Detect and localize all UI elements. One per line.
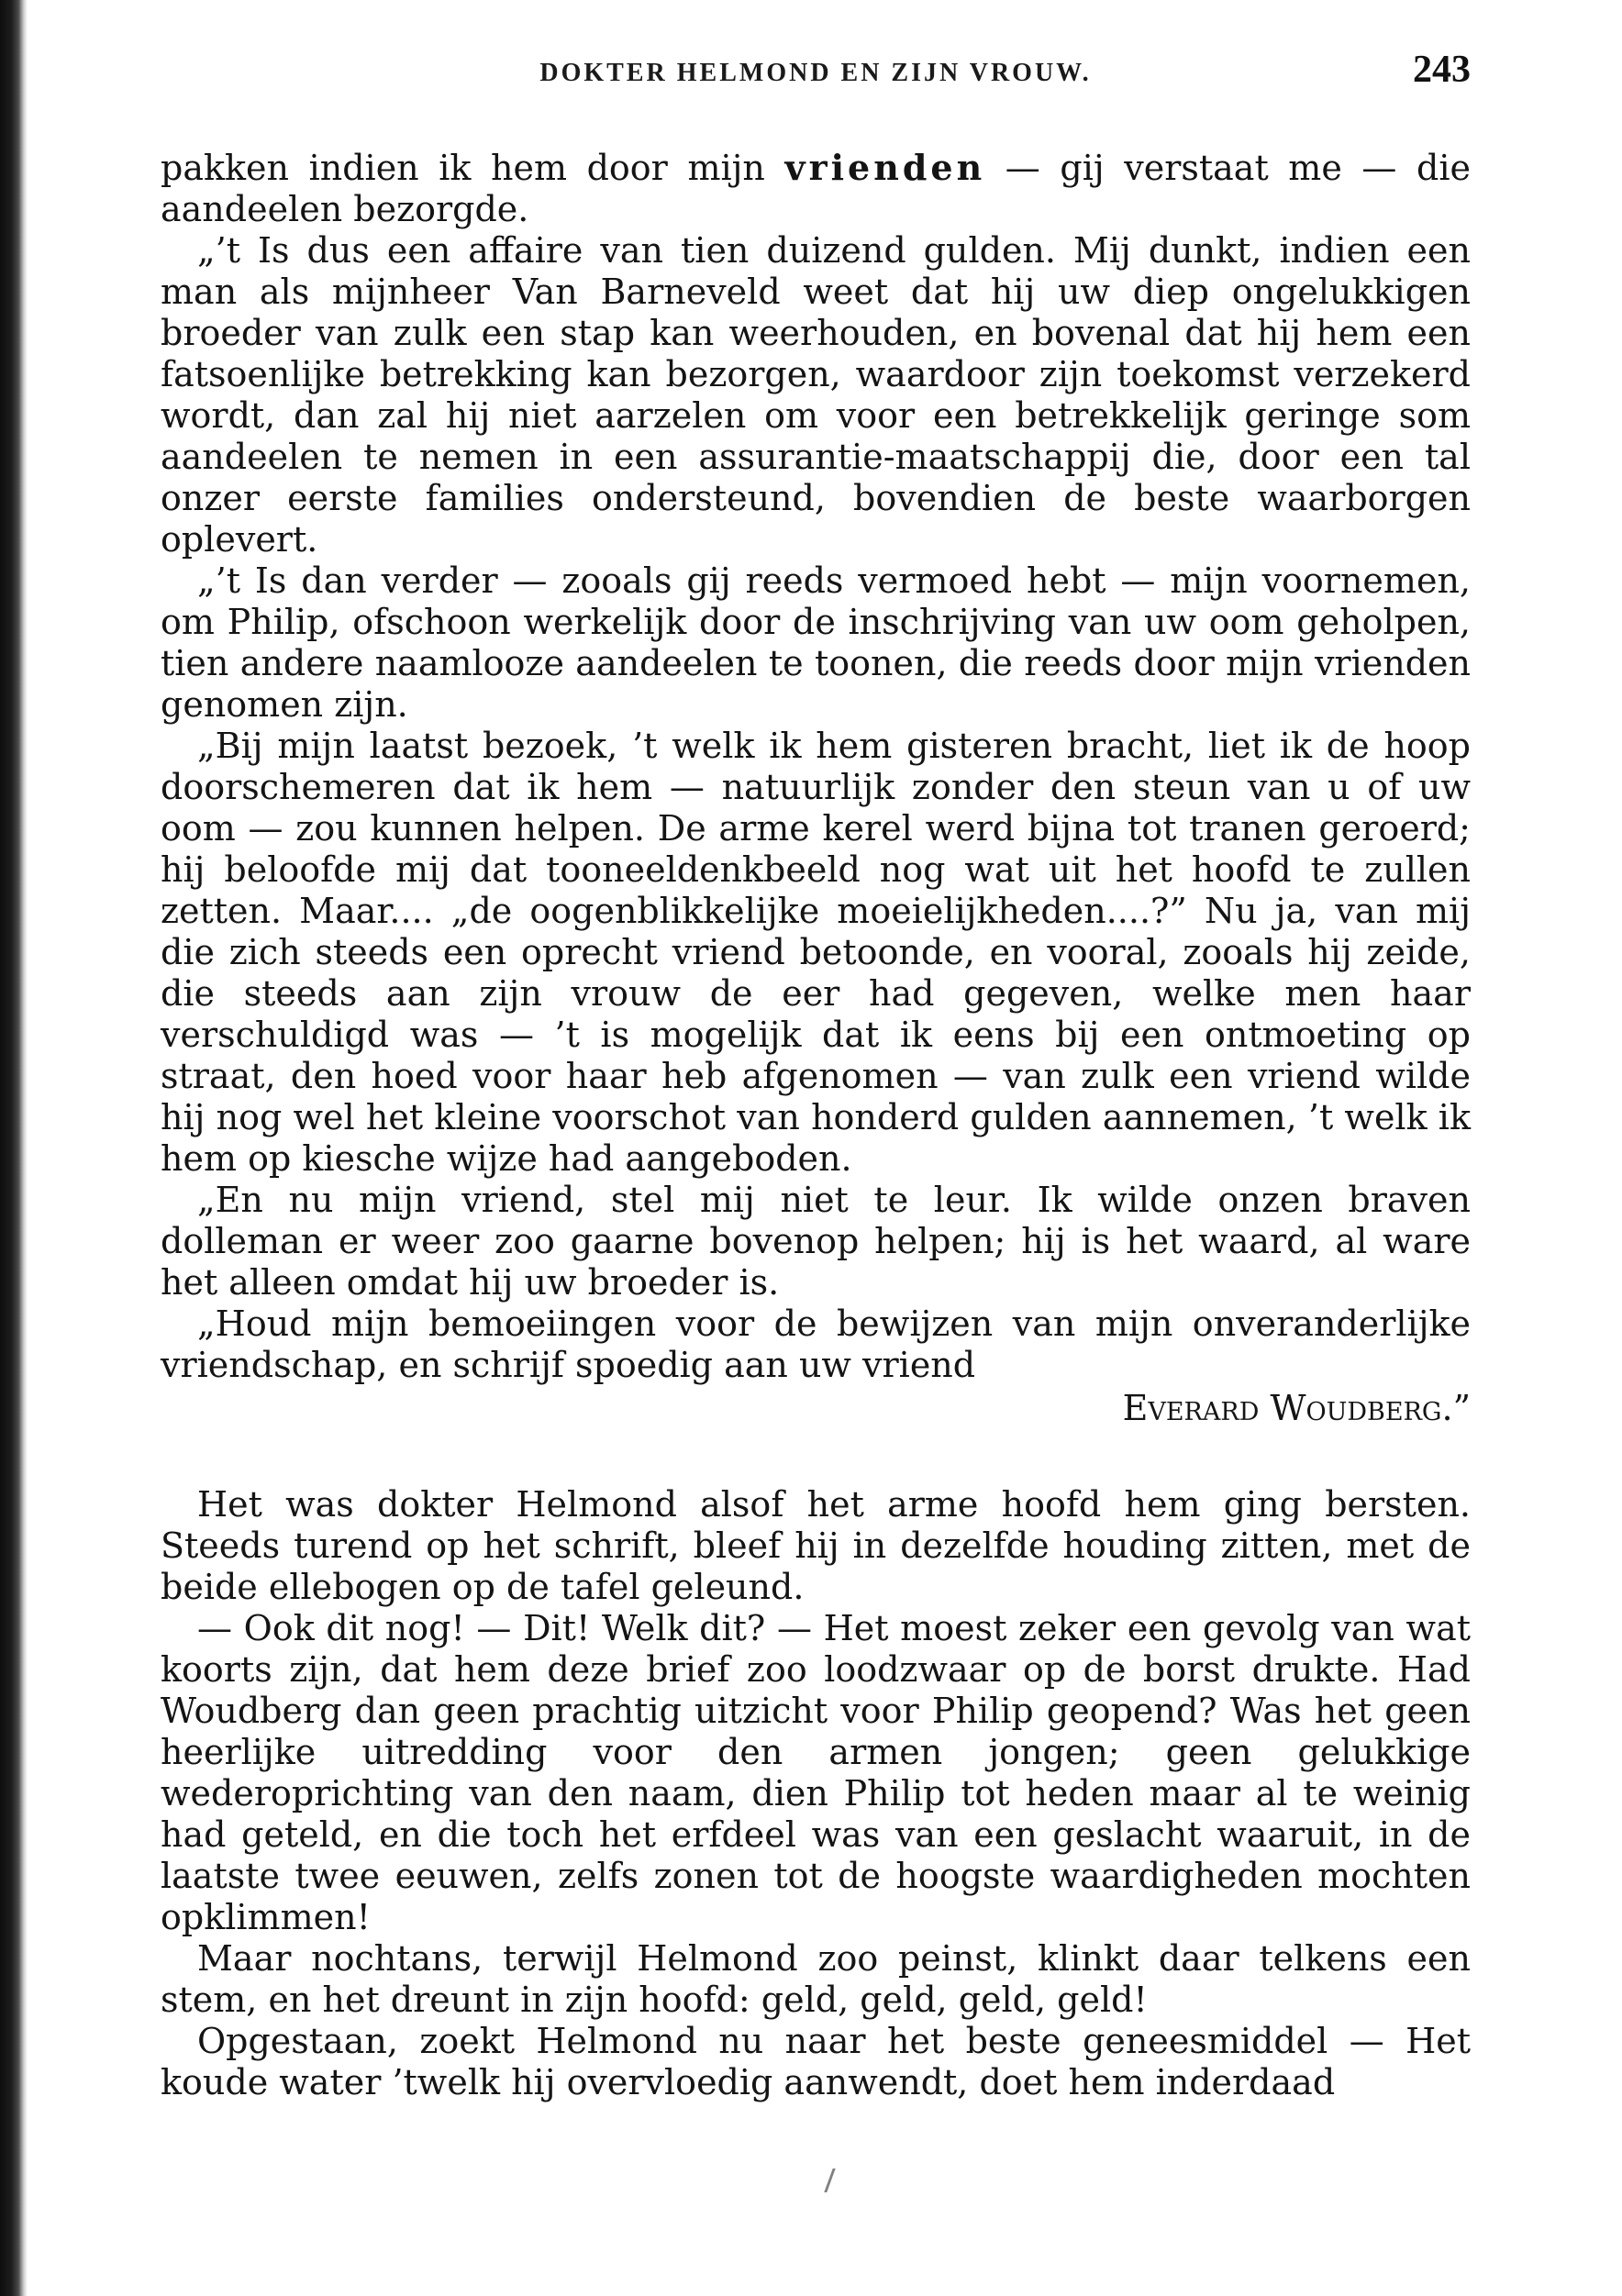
letter-paragraph: „’t Is dan verder — zooals gij reeds vermoed hebt — mijn voornemen, om Philip, ofschoon werkelijk door de inschrijving van uw oom geholpen, tien andere naamlooze aandeelen te toonen, die reeds door mijn vrienden genomen zijn. <box>161 560 1471 725</box>
page-body <box>161 147 1471 2103</box>
narrative-paragraph: Maar nochtans, terwijl Helmond zoo peinst, klinkt daar telkens een stem, en het dreunt in zijn hoofd: geld, geld, geld, geld! <box>161 1938 1471 2020</box>
narrative-paragraph: — Ook dit nog! — Dit! Welk dit? — Het moest zeker een gevolg van wat koorts zijn, dat hem deze brief zoo loodzwaar op de borst drukte. Had Woudberg dan geen prachtig uitzicht voor Philip geopend? Was het geen heerlijke uitredding voor den armen jongen; geen gelukkige wederoprichting van den naam, dien Philip tot heden maar al te weinig had geteld, en die toch het erfdeel was van een geslacht waaruit, in de laatste twee eeuwen, zelfs zonen tot de hoogste waardigheden mochten opklimmen! <box>161 1608 1471 1937</box>
section-spacer <box>161 1429 1471 1484</box>
narrative-paragraph: Opgestaan, zoekt Helmond nu naar het beste geneesmiddel — Het koude water ’twelk hij overvloedig aanwendt, doet hem inderdaad <box>161 2021 1471 2102</box>
running-head: DOKTER HELMOND EN ZIJN VROUW. <box>539 59 1092 87</box>
narrative-paragraph: Het was dokter Helmond alsof het arme hoofd hem ging bersten. Steeds turend op het schrift, bleef hij in dezelfde houding zitten, met de beide ellebogen op de tafel geleund. <box>161 1484 1471 1607</box>
letter-paragraph: „En nu mijn vriend, stel mij niet te leur. Ik wilde onzen braven dolleman er weer zoo gaarne bovenop helpen; hij is het waard, al ware het alleen omdat hij uw broeder is. <box>161 1180 1471 1303</box>
letter-paragraph: „Houd mijn bemoeiingen voor de bewijzen van mijn onveranderlijke vriendschap, en schrijf spoedig aan uw vriend <box>161 1303 1471 1385</box>
book-spine-edge <box>0 0 28 2296</box>
ink-mark <box>824 2168 842 2192</box>
emphasized-word: vrienden <box>784 147 986 188</box>
page-header <box>161 48 1471 103</box>
letter-paragraph: „Bij mijn laatst bezoek, ’t welk ik hem gisteren bracht, liet ik de hoop doorschemeren dat ik hem — natuurlijk zonder den steun van u of uw oom — zou kunnen helpen. De arme kerel werd bijna tot tranen geroerd; hij beloofde mij dat tooneeldenkbeeld nog wat uit het hoofd te zullen zetten. Maar.... „de oogenblikkelijke moeielijkheden....?” Nu ja, van mij die zich steeds een oprecht vriend betoonde, en vooral, zooals hij zeide, die steeds aan zijn vrouw de eer had gegeven, welke men haar verschuldigd was — ’t is mogelijk dat ik eens bij een ontmoeting op straat, den hoed voor haar heb afgenomen — van zulk een vriend wilde hij nog wel het kleine voorschot van honderd gulden aannemen, ’t welk ik hem op kiesche wijze had aangeboden. <box>161 726 1471 1179</box>
letter-text: pakken indien ik hem door mijn <box>161 148 765 188</box>
letter-paragraph <box>161 147 1471 230</box>
letter-paragraph: „’t Is dus een affaire van tien duizend gulden. Mij dunkt, indien een man als mijnheer Van Barneveld weet dat hij uw diep ongelukkigen broeder van zulk een stap kan weerhouden, en bovenal dat hij hem een fatsoenlijke betrekking kan bezorgen, waardoor zijn toekomst verzekerd wordt, dan zal hij niet aarzelen om voor een betrekkelijk geringe som aandeelen te nemen in een assurantie-maatschappij die, door een tal onzer eerste families ondersteund, bovendien de beste waarborgen oplevert. <box>161 230 1471 560</box>
letter-text: — gij verstaat me — die aandeelen bezorgde. <box>161 148 1471 229</box>
page-number: 243 <box>1413 49 1471 91</box>
letter-signature: Everard Woudberg.” <box>1122 1388 1471 1428</box>
